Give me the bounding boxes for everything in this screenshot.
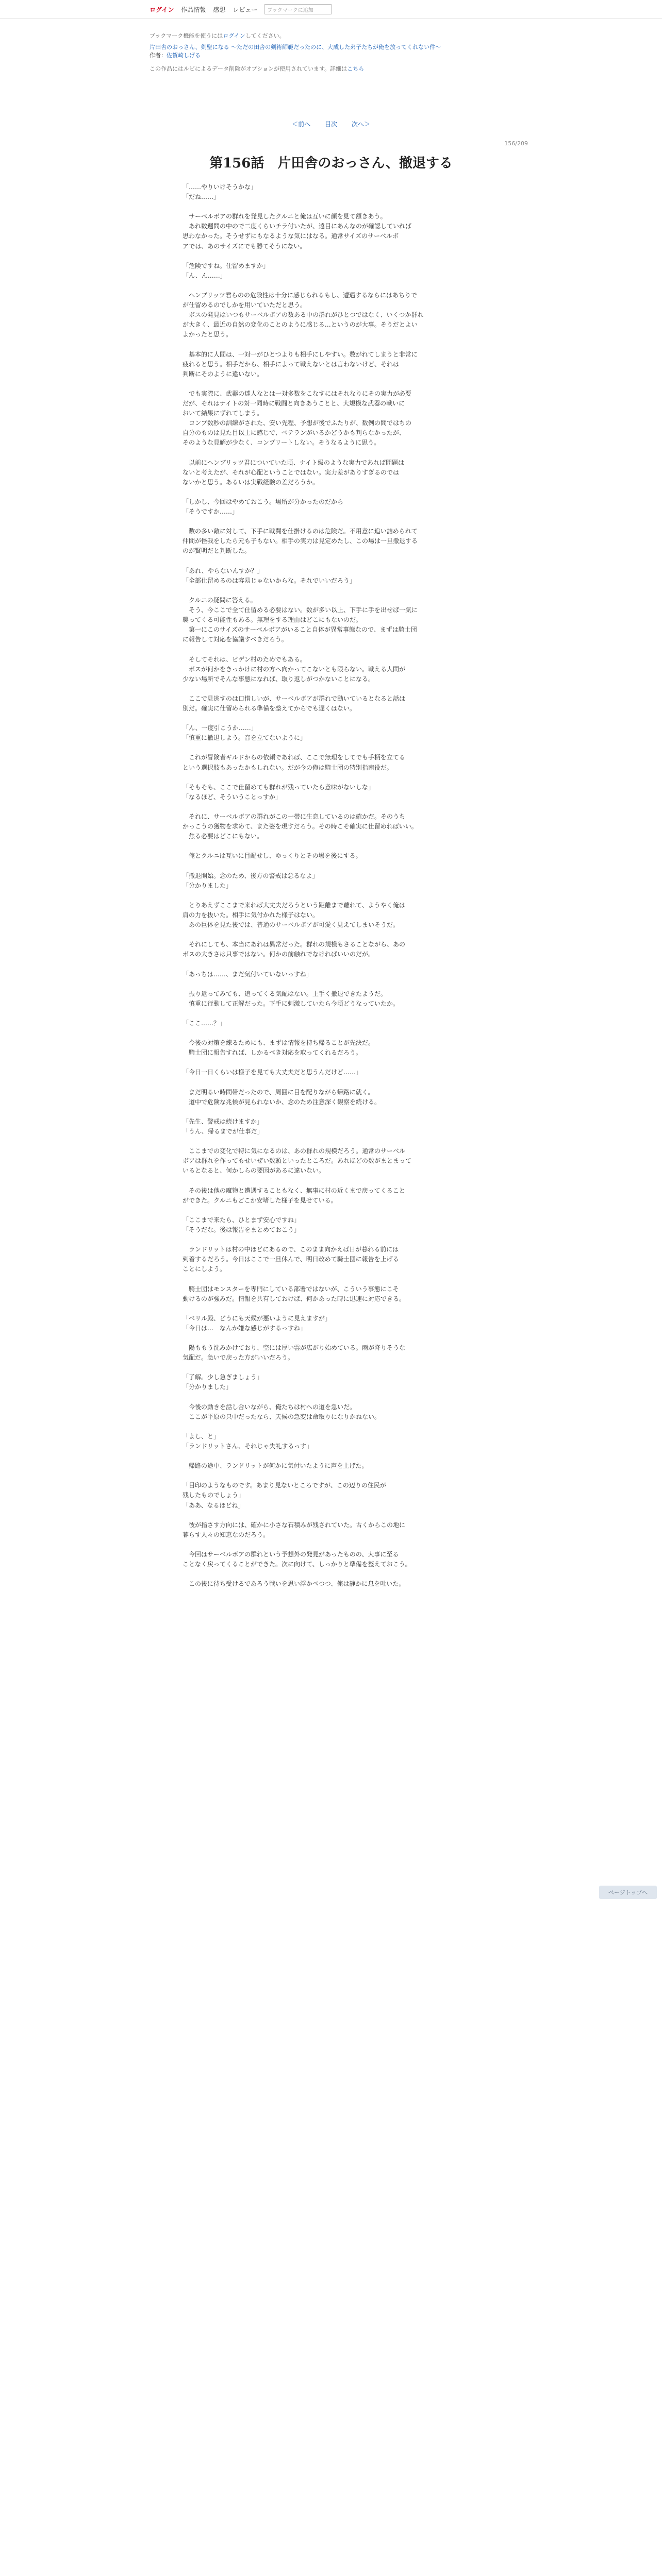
novel-paragraph: 「……やりいけそうかな」 [183, 183, 257, 191]
novel-paragraph: 「今日一日くらいは様子を見ても大丈夫だと思うんだけど……」 [183, 1069, 362, 1076]
novel-paragraph: かっこうの獲物を求めて、また姿を現すだろう。その時こそ確実に仕留めればいい。 [183, 823, 418, 831]
novel-paragraph: 仲間が怪我をしたら元も子もない。相手の実力は見定めたし、この場は一旦撤退する [183, 537, 418, 545]
novel-paragraph: 思わなかった。そうせずにもなるような気にはなる。通常サイズのサーベルボ [183, 232, 399, 240]
novel-paragraph [183, 1304, 479, 1314]
novel-header [150, 32, 510, 73]
novel-paragraph: 「しかし、今回はやめておこう。場所が分かったのだから [183, 498, 344, 505]
novel-paragraph: 帰路の途中、ランドリットが何かに気付いたように声を上げた。 [183, 1462, 368, 1470]
novel-paragraph: アでは、あのサイズにでも勝てそうにない。 [183, 242, 306, 250]
novel-paragraph [183, 1206, 479, 1215]
novel-paragraph: 騎士団に報告すれば、しかるべき対応を取ってくれるだろう。 [183, 1049, 362, 1057]
novel-paragraph: 「撤退開始。念のため、後方の警戒は怠るなよ」 [183, 872, 319, 879]
novel-paragraph: ボアは群れを作ってもせいぜい数頭といったところだ。あれほどの数がまとまって [183, 1157, 412, 1165]
novel-paragraph: が仕留めるのでしかを用いていただと思う。 [183, 301, 307, 309]
novel-paragraph: ここが平原の只中だったなら、天候の急変は命取りになりかねない。 [183, 1413, 381, 1420]
nav-link-work-info[interactable]: 作品情報 [181, 6, 206, 13]
bookmark-login-link[interactable]: ログイン [223, 32, 245, 39]
novel-paragraph: あの巨体を見た後では、普通のサーベルボアが可愛く見えてしまいそうだ。 [183, 921, 400, 929]
novel-paragraph: ボスが何かをきっかけに村の方へ向かってこないとも限らない。戦える人間が [183, 665, 406, 673]
novel-paragraph: 「分かりました」 [183, 882, 233, 889]
author-label: 作者： [150, 52, 167, 59]
novel-paragraph: 「そもそも、ここで仕留めても群れが残っていたら意味がないしな」 [183, 783, 375, 791]
novel-paragraph [183, 1078, 479, 1088]
novel-paragraph [183, 841, 479, 851]
next-chapter-link[interactable]: 次へ＞ [351, 121, 370, 128]
novel-paragraph: 彼が指さす方向には、確かに小さな石積みが残されていた。古くからこの地に [183, 1521, 406, 1529]
novel-paragraph [183, 379, 479, 389]
novel-paragraph: ことにしよう。 [183, 1265, 226, 1273]
novel-paragraph [183, 1569, 479, 1579]
novel-paragraph [183, 1333, 479, 1343]
novel-paragraph [183, 714, 479, 723]
novel-paragraph: 道中で危険な兆候が見られないか、念のため注意深く観察を続ける。 [183, 1098, 381, 1106]
pager-top [0, 120, 662, 128]
novel-paragraph: クルニの疑問に答える。 [183, 596, 257, 604]
novel-paragraph: 「了解。少し急ぎましょう」 [183, 1374, 263, 1381]
novel-paragraph: 今後の動きを話し合いながら、俺たちは村への道を急いだ。 [183, 1403, 356, 1411]
novel-paragraph: 「目印のようなものです。あまり見ないところですが、この辺りの住民が [183, 1482, 386, 1489]
novel-paragraph: 肩の力を抜いた。相手に気付かれた様子はない。 [183, 911, 319, 919]
novel-paragraph: そのような見解が少なく、コンプリートしない。そうなるように思う。 [183, 439, 380, 447]
novel-paragraph: ことなく戻ってくることができた。次に向けて、しっかりと準備を整えておこう。 [183, 1561, 411, 1568]
novel-paragraph: という選択肢もあったかもしれない。だが今の俺は騎士団の特別指南役だ。 [183, 764, 393, 771]
top-navigation-inner [150, 4, 332, 14]
novel-paragraph [183, 1451, 479, 1461]
novel-paragraph [183, 861, 479, 871]
novel-paragraph: 気配だ。急いで戻った方がいいだろう。 [183, 1354, 294, 1362]
novel-paragraph: それにしても、本当にあれは異常だった。群れの規模もさることながら、あの [183, 941, 406, 948]
top-navigation-bar [0, 0, 662, 19]
novel-paragraph: 残したものでしょう」 [183, 1492, 245, 1499]
novel-paragraph [183, 1028, 479, 1038]
novel-paragraph [183, 773, 479, 783]
novel-paragraph: 「先生、警戒は続けますか」 [183, 1117, 263, 1125]
setting-note-link[interactable]: こちら [347, 65, 365, 72]
novel-paragraph: 動けるのが強みだ。情報を共有しておけば、何かあった時に迅速に対応できる。 [183, 1295, 405, 1302]
novel-paragraph: 「ん、一度引こうか……」 [183, 724, 257, 732]
novel-paragraph: それに、サーベルボアの群れがこの一帯に生息しているのは確かだ。そのうち [183, 813, 406, 820]
bookmark-note-pre: ブックマーク機能を使うには [150, 32, 223, 39]
novel-paragraph: おいて結果にずれてしまう。 [183, 410, 263, 417]
novel-paragraph: いるとなると、何かしらの要因があるに違いない。 [183, 1167, 325, 1175]
novel-paragraph [183, 1393, 479, 1402]
chapter-title: 第156話 片田舎のおっさん、撤退する [209, 156, 453, 171]
author-line [150, 52, 510, 60]
novel-paragraph: 「ああ、なるほどね」 [183, 1501, 244, 1509]
novel-paragraph: 今回はサーベルボアの群れという予想外の発見があったものの、大事に至る [183, 1551, 399, 1558]
novel-paragraph: 疲れると思う。相手だから、相手によって戦えないとは言わないけど、それは [183, 360, 400, 368]
table-of-contents-link[interactable]: 目次 [324, 121, 337, 128]
novel-paragraph: 「慎重に撤退しよう。音を立てないように」 [183, 734, 307, 742]
novel-paragraph: 今後の対策を練るためにも、まずは情報を持ち帰ることが先決だ。 [183, 1039, 375, 1047]
novel-paragraph: そう、今ここで全て仕留める必要はない。数が多い以上、下手に手を出せば一気に [183, 606, 418, 614]
novel-paragraph [183, 1274, 479, 1284]
novel-paragraph [183, 1422, 479, 1432]
novel-paragraph: 焦る必要はどこにもない。 [183, 833, 263, 840]
nav-link-reviews[interactable]: レビュー [233, 6, 258, 13]
novel-paragraph: 自分のものは見た目以上に感じで、ベテランがいるかどうかも判らなかったが、 [183, 429, 405, 437]
novel-paragraph: ができた。クルニもどこか安堵した様子を見せている。 [183, 1196, 337, 1204]
novel-paragraph [183, 340, 479, 350]
author-link[interactable]: 佐賀崎しげる [167, 52, 201, 59]
novel-paragraph: 「ここまで来たら、ひとまず安心ですね」 [183, 1216, 301, 1224]
novel-paragraph: 基本的に人間は、一対一がひとつよりも相手にしやすい。数がれてしまうと非常に [183, 350, 418, 358]
novel-paragraph: 「うん、帰るまでが仕事だ」 [183, 1128, 263, 1135]
login-link[interactable]: ログイン [150, 6, 174, 13]
novel-paragraph: が大きく、最近の自然の変化のことのように感じる…というのが大事。そうだとよい [183, 321, 418, 329]
setting-note-text: この作品にはルビによるデータ削除がオプションが使用されています。詳細は [150, 65, 347, 72]
novel-paragraph [183, 202, 479, 212]
ruby-setting-note [150, 65, 510, 73]
novel-paragraph: 「よし、と」 [183, 1432, 220, 1440]
bookmark-note-post: してください。 [245, 32, 285, 39]
novel-paragraph: その後は他の魔物と遭遇することもなく、無事に村の近くまで戻ってくること [183, 1187, 405, 1194]
novel-paragraph: ここで見逃すのは口惜しいが、サーベルボアが群れで動いているとなると話は [183, 694, 406, 702]
series-title-link[interactable]: 片田舎のおっさん、剣聖になる ～ただの田舎の剣術師範だったのに、大成した弟子たちが俺を放ってくれない件～ [150, 44, 441, 50]
novel-paragraph [183, 930, 479, 940]
novel-paragraph: に報告して対応を協議すべきだろう。 [183, 636, 288, 643]
novel-paragraph [183, 743, 479, 753]
novel-paragraph [183, 251, 479, 261]
novel-paragraph: 「ベリル殿、どうにも天候が悪いように見えますが」 [183, 1314, 332, 1322]
prev-chapter-link[interactable]: ＜前へ [292, 121, 311, 128]
novel-paragraph: 到着するだろう。今日はここで一旦休んで、明日改めて騎士団に報告を上げる [183, 1256, 399, 1263]
novel-paragraph: そしてそれは、ビデン村のためでもある。 [183, 655, 306, 663]
novel-paragraph: あれ数週間の中ので二度くらいチラ付いたが、遠目にあんなのが確認していれば [183, 223, 412, 230]
novel-paragraph [183, 1009, 479, 1019]
novel-paragraph: ここまでの変化で特に気になるのは、あの群れの規模だろう。通常のサーベル [183, 1147, 406, 1155]
novel-paragraph: でも実際に、武器の達人なとは一対多数をこなすにはそれなりにその実力が必要 [183, 389, 412, 397]
novel-paragraph [183, 1235, 479, 1245]
novel-paragraph: ないかと思う。あるいは実戦経験の差だろうか。 [183, 478, 319, 486]
novel-paragraph: 俺とクルニは互いに目配せし、ゆっくりとその場を後にする。 [183, 852, 362, 860]
novel-paragraph: 「ん、ん……」 [183, 272, 226, 279]
novel-paragraph: よかったと思う。 [183, 331, 233, 338]
novel-paragraph: 暮らす人々の知恵なのだろう。 [183, 1531, 270, 1538]
novel-paragraph [183, 517, 479, 527]
novel-paragraph: ランドリットは村の中ほどにあるので、このまま向かえば日が暮れる前には [183, 1246, 399, 1253]
novel-paragraph [183, 959, 479, 969]
novel-paragraph: 「ランドリットさん、それじゃ失礼するっす」 [183, 1443, 313, 1450]
novel-paragraph [183, 1176, 479, 1185]
nav-link-impressions[interactable]: 感想 [213, 6, 226, 13]
novel-paragraph: 「なるほど、そういうことっすか」 [183, 793, 282, 801]
novel-paragraph: 「今日は… なんか嫌な感じがするっすね」 [183, 1324, 307, 1332]
novel-paragraph: 慎重に行動して正解だった。下手に刺激していたら今頃どうなっていたか。 [183, 999, 400, 1007]
novel-paragraph [183, 586, 479, 596]
novel-paragraph [183, 1511, 479, 1520]
novel-paragraph [183, 281, 479, 291]
novel-paragraph: 「あっちは……、まだ気付いていないっすね」 [183, 970, 312, 978]
novel-paragraph: コンブ数秒の訓練がされた、安い先程、予想が後でふたりが、数例の間ではちの [183, 419, 412, 427]
novel-paragraph [183, 1137, 479, 1146]
novel-paragraph: 第一にこのサイズのサーベルボアがいること自体が異常事態なので、まずは騎士団 [183, 626, 417, 634]
novel-paragraph: ボスの発見はいつもサーベルボアの数ある中の群れがひとつではなく、いくつか群れ [183, 311, 424, 319]
novel-paragraph [183, 1471, 479, 1481]
novel-paragraph: 数の多い敵に対して、下手に戦闘を仕掛けるのは危険だ。不用意に追い詰められて [183, 528, 418, 535]
novel-paragraph: 少ない場所でそんな事態になれば、取り返しがつかないことになる。 [183, 675, 375, 683]
novel-paragraph [183, 645, 479, 654]
novel-paragraph [183, 1058, 479, 1067]
chapter-page-count: 156/209 [504, 140, 528, 147]
novel-paragraph: 「そうだな。後は報告をまとめておこう」 [183, 1226, 301, 1233]
novel-paragraph: この後に待ち受けるであろう戦いを思い浮かべつつ、俺は静かに息を吐いた。 [183, 1580, 405, 1588]
novel-paragraph [183, 448, 479, 458]
novel-paragraph: 判断にそのように違いない。 [183, 370, 263, 378]
novel-paragraph: 別だ。確実に仕留められる準備を整えてからでも遅くはない。 [183, 704, 356, 712]
novel-paragraph [183, 979, 479, 989]
novel-paragraph: ヘンブリッツ君らのの危険性は十分に感じられるもし、遭遇するならにはあちりで [183, 292, 418, 299]
novel-paragraph: まだ明るい時間帯だったので、周囲に目を配りながら帰路に就く。 [183, 1088, 374, 1096]
novel-paragraph [183, 556, 479, 566]
novel-paragraph: これが冒険者ギルドからの依頼であれば、ここで無理をしてでも手柄を立てる [183, 754, 405, 761]
novel-paragraph: だが、それはナイトの対一同時に戦闘と向きあうことと、大規模な武器の戦いに [183, 400, 405, 408]
novel-paragraph: のが賢明だと判断した。 [183, 547, 251, 555]
novel-paragraph [183, 1107, 479, 1117]
novel-paragraph: とりあえずここまで来れば大丈夫だろうという距離まで離れて、ようやく俺は [183, 901, 405, 909]
novel-paragraph [183, 684, 479, 694]
novel-paragraph: 「分かりました」 [183, 1383, 233, 1391]
novel-paragraph: 以前にヘンブリッツ君についていた頃、ナイト級のような実力であれば問題は [183, 459, 404, 466]
bookmark-note [150, 32, 510, 40]
novel-paragraph: ボスの大きさは只事ではない。何かの前触れでなければいいのだが。 [183, 951, 375, 958]
novel-paragraph: ないと考えたが、それが心配ということではない。実力差がありすぎるのでは [183, 468, 400, 476]
novel-paragraph [183, 1363, 479, 1372]
novel-paragraph: 「そうですか……」 [183, 508, 239, 516]
novel-paragraph [183, 1540, 479, 1550]
novel-paragraph: 「ここ……？」 [183, 1019, 226, 1027]
novel-paragraph: 「だね……」 [183, 193, 220, 201]
novel-paragraph: 「あれ、やらないんすか？」 [183, 567, 263, 574]
page-top-button[interactable]: ページトップへ [599, 1886, 657, 1899]
novel-paragraph: 「危険ですね。仕留めますか」 [183, 262, 270, 269]
novel-paragraph [183, 802, 479, 812]
novel-paragraph: 「全部仕留めるのは容易じゃないからな。それでいいだろう」 [183, 577, 356, 584]
novel-paragraph [183, 891, 479, 901]
novel-body-text [183, 182, 479, 1589]
novel-paragraph [183, 487, 479, 497]
bookmark-button[interactable] [264, 4, 332, 14]
novel-paragraph: 騎士団はモンスターを専門にしている部署ではないが、こういう事態にこそ [183, 1285, 399, 1293]
novel-paragraph: サーベルボアの群れを発見したクルニと俺は互いに顔を見て頷きあう。 [183, 213, 387, 221]
novel-paragraph: 振り返ってみても、追ってくる気配はない。上手く撤退できたようだ。 [183, 990, 387, 997]
novel-paragraph: 襲ってくる可能性もある。無理をする理由はどこにもないのだ。 [183, 616, 362, 624]
novel-paragraph: 陽ももう沈みかけており、空には厚い雲が広がり始めている。雨が降りそうな [183, 1344, 406, 1352]
